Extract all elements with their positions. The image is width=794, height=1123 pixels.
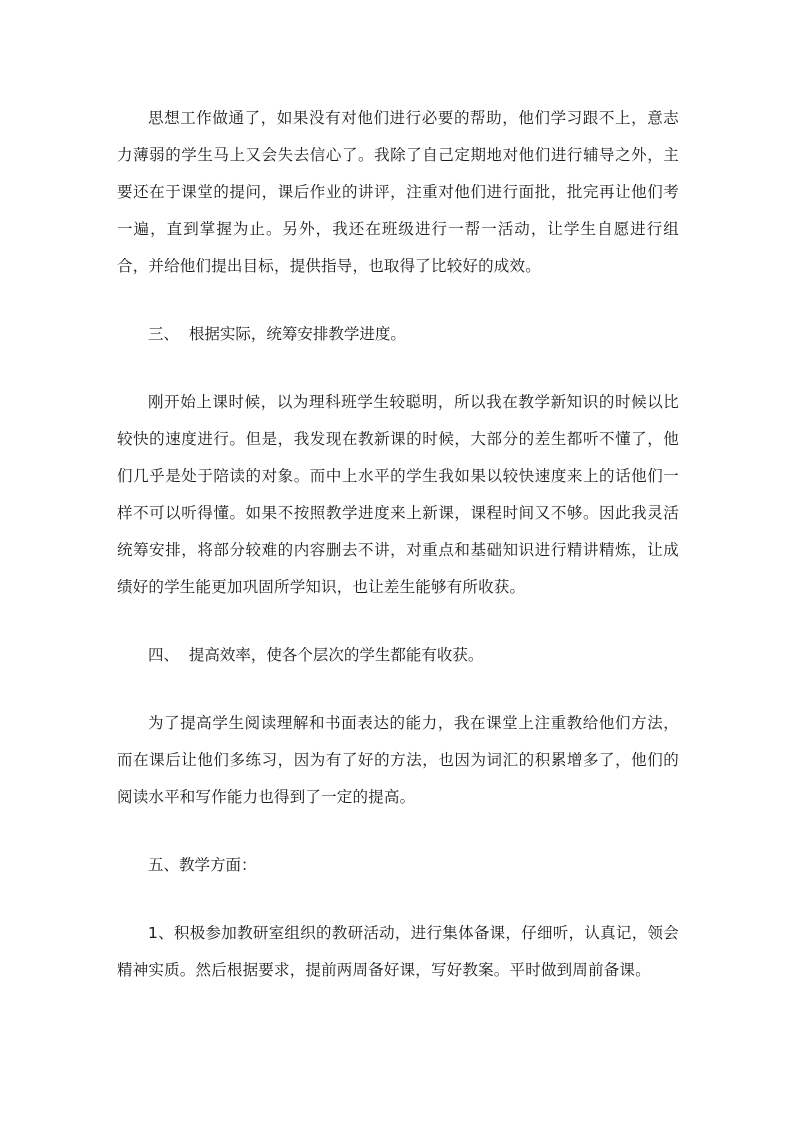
document-body: [117, 100, 679, 989]
section-heading-three: 三、 根据实际，统筹安排教学进度。: [148, 325, 406, 343]
paragraph-efficiency: 为了提高学生阅读理解和书面表达的能力，我在课堂上注重教给他们方法，而在课后让他们多练习，因为有了好的方法，也因为词汇的积累增多了，他们的阅读水平和写作能力也得到了一定的提高。: [117, 714, 679, 806]
paragraph-teaching-research: 1、积极参加教研室组织的教研活动，进行集体备课，仔细听，认真记，领会精神实质。然后根据要求，提前两周备好课，写好教案。平时做到周前备课。: [117, 924, 679, 979]
section-heading-four: 四、 提高效率，使各个层次的学生都能有收获。: [148, 646, 484, 664]
paragraph-teaching-progress: 刚开始上课时候，以为理科班学生较聪明，所以我在教学新知识的时候以比较快的速度进行。但是，我发现在教新课的时候，大部分的差生都听不懂了，他们几乎是处于陪读的对象。而中上水平的学生我如果以较快速度来上的话他们一样不可以听得懂。如果不按照教学进度来上新课，课程时间又不够。因此我灵活统筹安排，将部分较难的内容删去不讲，对重点和基础知识进行精讲精炼，让成绩好的学生能更加巩固所学知识，也让差生能够有所收获。: [117, 393, 679, 596]
paragraph-ideological-work: 思想工作做通了，如果没有对他们进行必要的帮助，他们学习跟不上，意志力薄弱的学生马上又会失去信心了。我除了自己定期地对他们进行辅导之外，主要还在于课堂的提问，课后作业的讲评，注重对他们进行面批，批完再让他们考一遍，直到掌握为止。另外，我还在班级进行一帮一活动，让学生自愿进行组合，并给他们提出目标，提供指导，也取得了比较好的成效。: [117, 109, 679, 275]
section-heading-five: 五、教学方面：: [148, 856, 257, 874]
